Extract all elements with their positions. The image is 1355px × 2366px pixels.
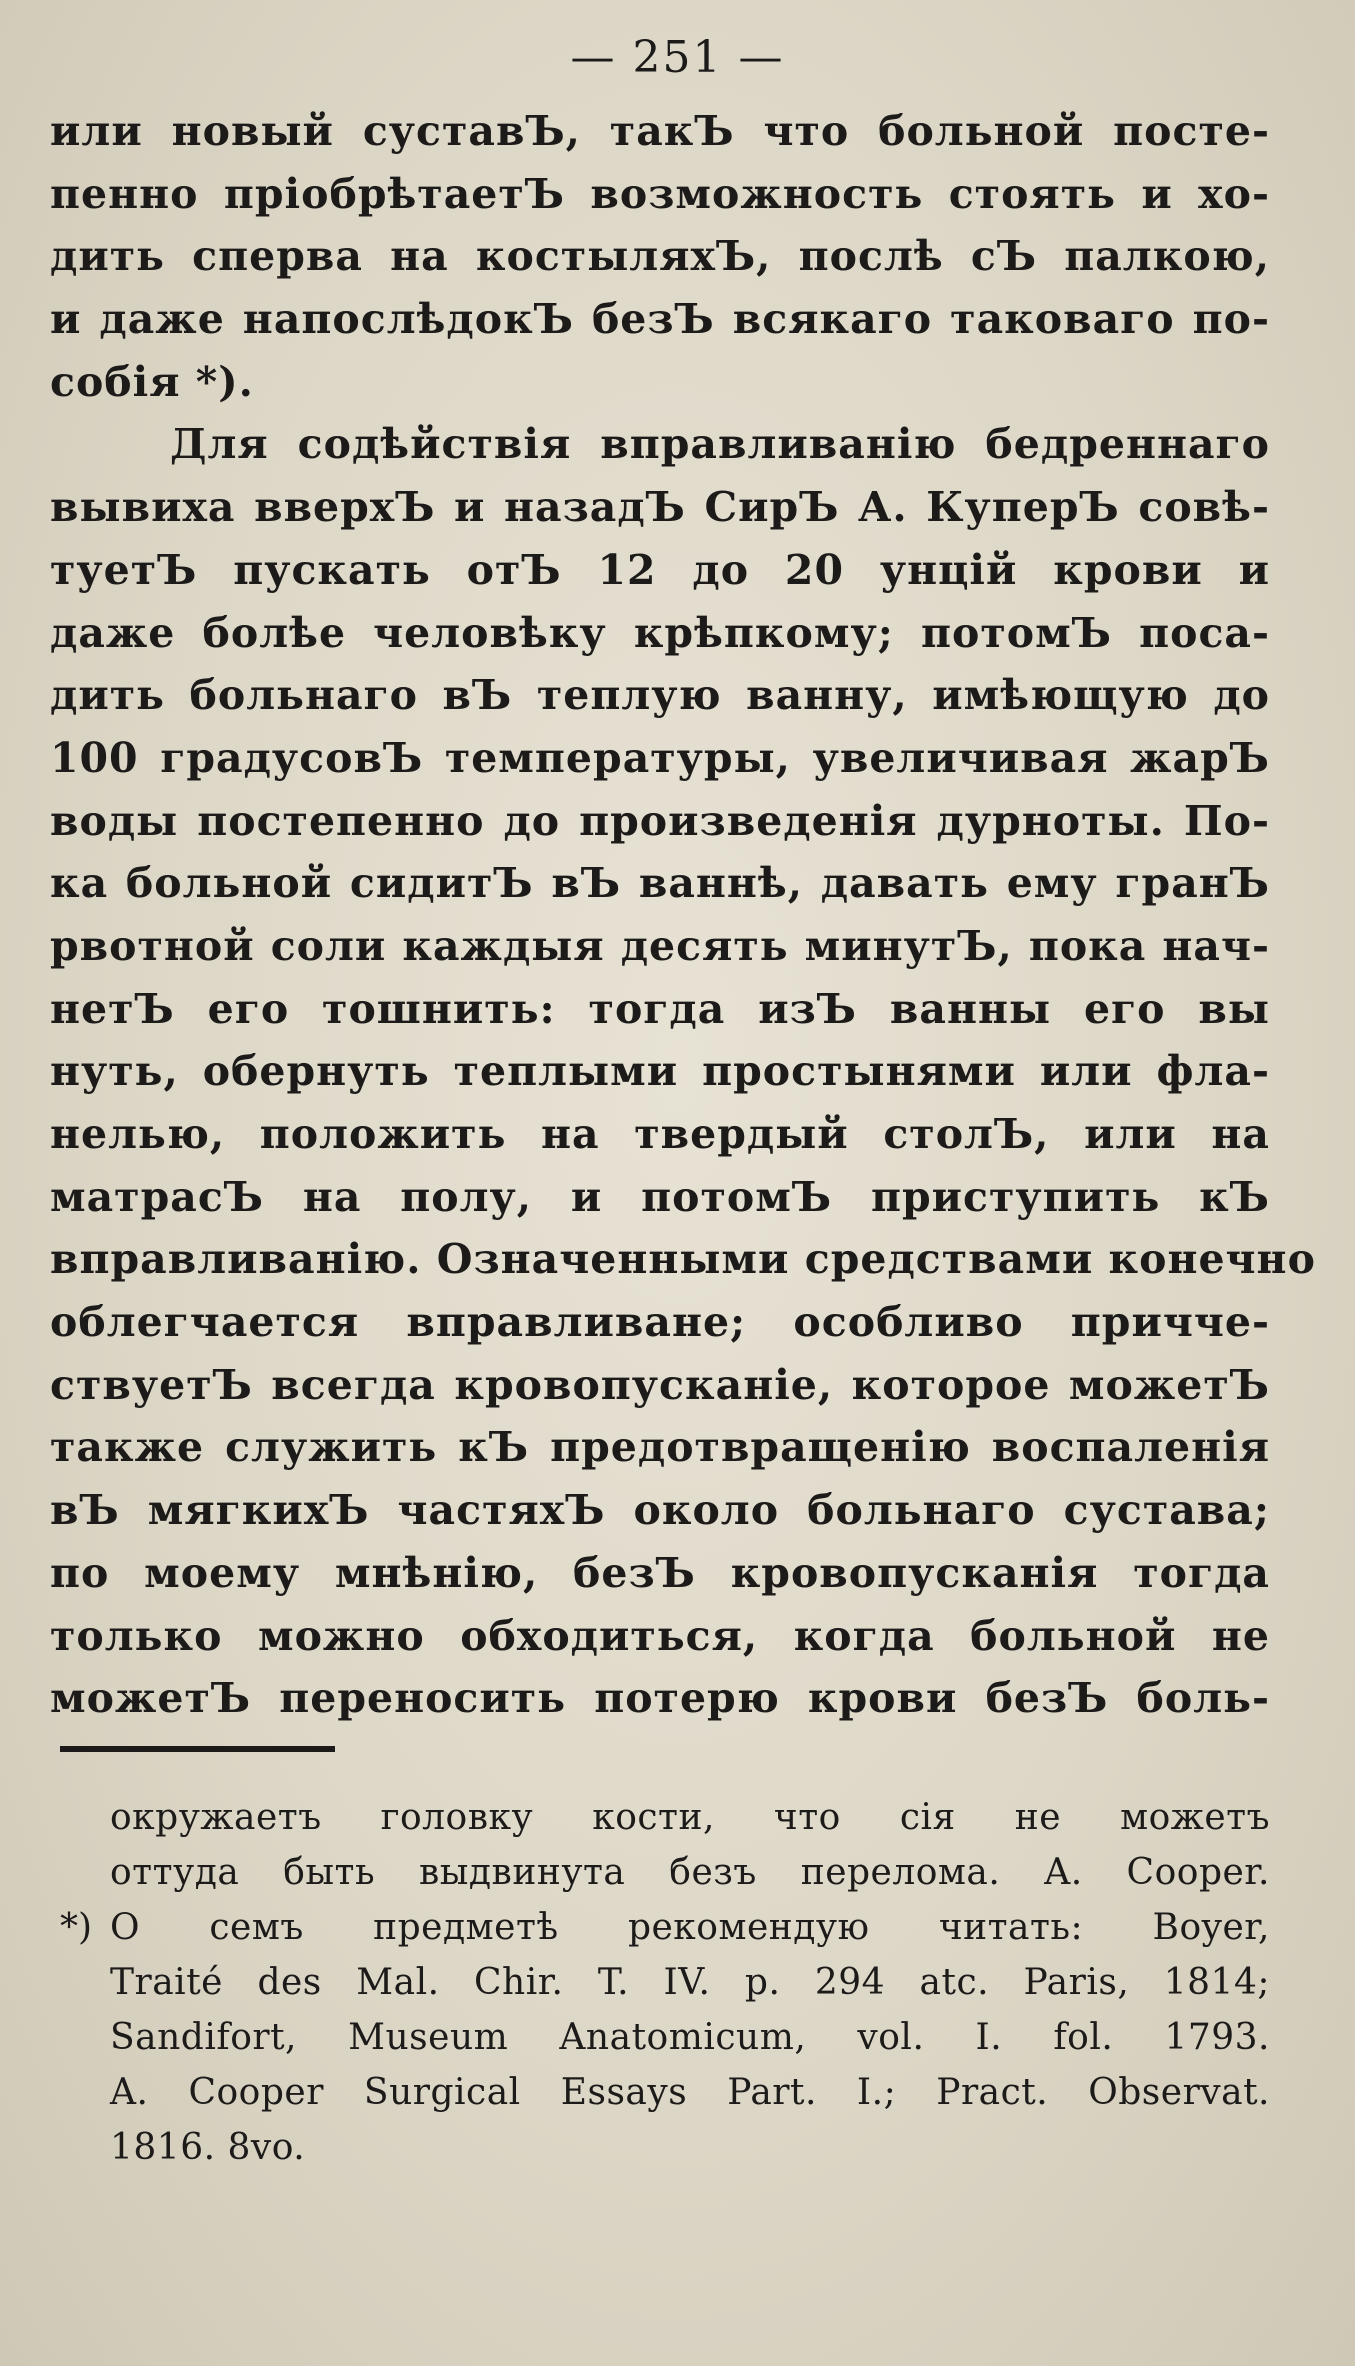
body-line: вЪ мягкихЪ частяхЪ около больнаго сустава;: [50, 1486, 1270, 1535]
body-line: даже болѣе человѣку крѣпкому; потомЪ поса-: [50, 608, 1270, 657]
footnote-line: Traité des Mal. Chir. T. IV. p. 294 atc. Paris, 1814;: [110, 1962, 1270, 2003]
body-line: 100 градусовЪ температуры, увеличивая жарЪ: [50, 733, 1270, 782]
body-line: нетЪ его тошнить: тогда изЪ ванны его вы: [50, 984, 1270, 1033]
body-line: только можно обходиться, когда больной не: [50, 1611, 1270, 1660]
body-line: вправливанію. Означенными средствами конечно: [50, 1235, 1316, 1284]
body-line: матрасЪ на полу, и потомЪ приступить кЪ: [50, 1172, 1270, 1221]
body-line: или новый суставЪ, такЪ что больной посте-: [50, 107, 1270, 155]
body-line: и даже напослѣдокЪ безЪ всякаго таковаго по-: [50, 295, 1270, 344]
body-line: пенно пріобрѣтаетЪ возможность стоять и хо-: [50, 169, 1270, 218]
body-line: воды постепенно до произведенія дурноты. По-: [50, 796, 1270, 845]
body-line: собія *).: [50, 357, 254, 406]
footnote-line: A. Cooper Surgical Essays Part. I.; Pract. Observat.: [110, 2072, 1270, 2113]
body-line: туетЪ пускать отЪ 12 до 20 унцій крови и: [50, 545, 1270, 594]
footnote-line: оттуда быть выдвинута безъ перелома. A. Cooper.: [110, 1852, 1270, 1893]
body-line: рвотной соли каждыя десять минутЪ, пока нач-: [50, 921, 1270, 970]
body-line: дить больнаго вЪ теплую ванну, имѣющую до: [50, 671, 1270, 720]
body-line: по моему мнѣнію, безЪ кровопусканія тогда: [50, 1548, 1270, 1597]
body-line: облегчается вправливане; особливо причче-: [50, 1298, 1270, 1347]
body-line: нуть, обернуть теплыми простынями или фла-: [50, 1047, 1270, 1096]
paragraph-first-line: Для содѣйствія вправливанію бедреннаго: [170, 420, 1270, 469]
footnotes: [60, 1790, 1270, 2175]
body-line: можетЪ переносить потерю крови безЪ боль-: [50, 1674, 1270, 1723]
body-line: вывиха вверхЪ и назадЪ СирЪ А. КуперЪ совѣ-: [50, 483, 1270, 532]
body-line: дить сперва на костыляхЪ, послѣ сЪ палкою,: [50, 232, 1270, 281]
body-text: [50, 100, 1316, 1730]
footnote-line: О семъ предметѣ рекомендую читать: Boyer,: [110, 1907, 1270, 1948]
footnote-entry: [60, 1900, 1270, 1955]
footnote-line: 1816. 8vo.: [110, 2127, 306, 2168]
footnote-line: Sandifort, Museum Anatomicum, vol. I. fol. 1793.: [110, 2017, 1270, 2058]
body-line: нелью, положить на твердый столЪ, или на: [50, 1110, 1270, 1158]
page-number: — 251 —: [570, 32, 785, 83]
footnote-line: окружаетъ головку кости, что сія не можетъ: [110, 1797, 1270, 1838]
footnote-divider: [60, 1746, 335, 1752]
footnote-marker: *): [60, 1907, 93, 1948]
body-line: ка больной сидитЪ вЪ ваннѣ, давать ему гранЪ: [50, 859, 1270, 908]
body-line: ствуетЪ всегда кровопусканіе, которое можетЪ: [50, 1360, 1270, 1409]
body-line: также служить кЪ предотвращенію воспаленія: [50, 1423, 1270, 1472]
